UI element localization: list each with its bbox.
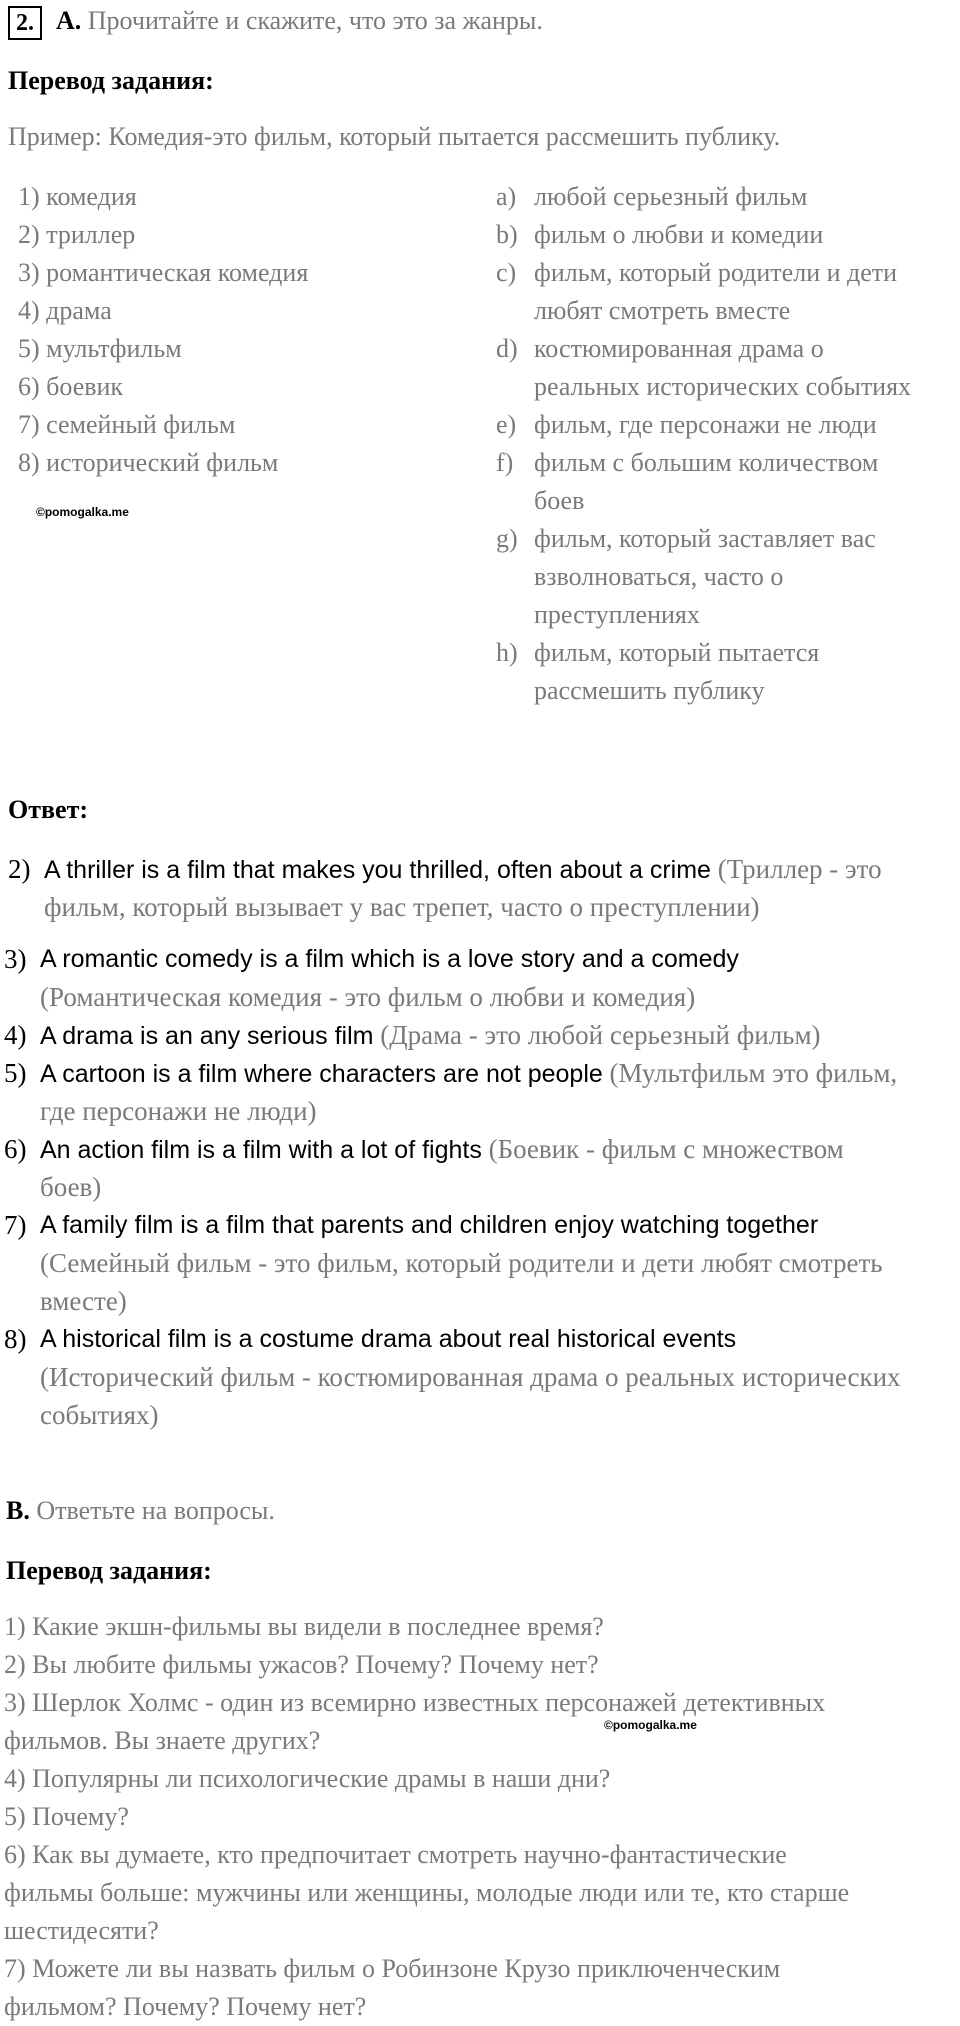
answer-number: 5) [4, 1058, 27, 1088]
answer-number: 6) [4, 1134, 27, 1164]
genre-item: 6) боевик [18, 372, 124, 401]
definition-text: взволноваться, часто о [534, 562, 784, 591]
definition-letter: c) [496, 258, 517, 287]
question-line: 6) Как вы думаете, кто предпочитает смотреть научно-фантастические [4, 1840, 787, 1869]
answer-heading: Ответ: [8, 795, 89, 824]
question-line: шестидесяти? [4, 1916, 159, 1945]
part-a-translation-heading: Перевод задания: [8, 66, 214, 95]
definition-text: преступлениях [534, 600, 700, 629]
genre-item: 4) драма [18, 296, 112, 325]
answer-english: A cartoon is a film where characters are not people [40, 1060, 603, 1088]
answer-number: 4) [4, 1020, 27, 1050]
genre-item: 1) комедия [18, 182, 137, 211]
part-a-header [56, 2, 543, 40]
genre-item: 8) исторический фильм [18, 448, 279, 477]
answer-russian: боев) [40, 1172, 102, 1202]
genre-item: 3) романтическая комедия [18, 258, 309, 287]
question-line: 3) Шерлок Холмс - один из всемирно известных персонажей детективных [4, 1688, 826, 1717]
genre-item: 7) семейный фильм [18, 410, 236, 439]
watermark: ©pomogalka.me [36, 505, 129, 519]
part-b-translation-heading: Перевод задания: [6, 1556, 212, 1585]
genre-item: 5) мультфильм [18, 334, 182, 363]
definition-letter: e) [496, 410, 517, 439]
task-number-box: 2. [8, 6, 42, 40]
answer-russian: (Романтическая комедия - это фильм о любви и комедия) [40, 982, 696, 1012]
definition-text: любят смотреть вместе [534, 296, 791, 325]
definition-text: реальных исторических событиях [534, 372, 912, 401]
answer-russian: вместе) [40, 1286, 127, 1316]
answer-russian: где персонажи не люди) [40, 1096, 317, 1126]
answer-english: A drama is an any serious film [40, 1022, 374, 1050]
question-line: 5) Почему? [4, 1802, 129, 1831]
definition-text: боев [534, 486, 585, 515]
definition-letter: g) [496, 524, 518, 553]
definition-text: фильм, который родители и дети [534, 258, 898, 287]
answer-russian: (Исторический фильм - костюмированная драма о реальных исторических [40, 1362, 901, 1392]
part-a-letter: A. [56, 6, 82, 35]
definition-text: рассмешить публику [534, 676, 765, 705]
answer-line [44, 850, 882, 889]
answer-line [40, 1016, 821, 1055]
answer-russian: (Семейный фильм - это фильм, который родители и дети любят смотреть [40, 1248, 883, 1278]
question-line: 7) Можете ли вы назвать фильм о Робинзоне Крузо приключенческим [4, 1954, 781, 1983]
definition-text: фильм, где персонажи не люди [534, 410, 877, 439]
definition-text: фильм, который пытается [534, 638, 820, 667]
answer-russian: (Боевик - фильм с множеством [481, 1134, 844, 1164]
watermark: ©pomogalka.me [604, 1718, 697, 1732]
answer-english: An action film is a film with a lot of fights [40, 1136, 482, 1164]
part-a-example: Пример: Комедия-это фильм, который пытается рассмешить публику. [8, 122, 781, 151]
definition-letter: b) [496, 220, 518, 249]
answer-number: 2) [8, 854, 31, 884]
question-line: 1) Какие экшн-фильмы вы видели в последнее время? [4, 1612, 604, 1641]
part-a-instruction: Прочитайте и скажите, что это за жанры. [87, 6, 543, 35]
answer-english: A family film is a film that parents and children enjoy watching together [40, 1211, 819, 1239]
definition-text: фильм, который заставляет вас [534, 524, 876, 553]
definition-text: костюмированная драма о [534, 334, 824, 363]
question-line: фильмом? Почему? Почему нет? [4, 1992, 367, 2021]
answer-number: 3) [4, 944, 27, 974]
definition-letter: d) [496, 334, 518, 363]
answer-number: 8) [4, 1324, 27, 1354]
definition-text: фильм с большим количеством [534, 448, 879, 477]
question-line: 4) Популярны ли психологические драмы в наши дни? [4, 1764, 611, 1793]
definition-text: любой серьезный фильм [534, 182, 808, 211]
part-b-letter: B. [6, 1496, 30, 1525]
answer-russian: (Триллер - это [710, 854, 882, 884]
answer-english: A romantic comedy is a film which is a love story and a comedy [40, 945, 739, 973]
part-b-header [6, 1492, 275, 1530]
definition-text: фильм о любви и комедии [534, 220, 824, 249]
definition-letter: h) [496, 638, 518, 667]
answer-number: 7) [4, 1210, 27, 1240]
answer-russian: (Мультфильм это фильм, [602, 1058, 898, 1088]
answer-english: A thriller is a film that makes you thrilled, often about a crime [44, 856, 711, 884]
definition-letter: f) [496, 448, 514, 477]
answer-russian: фильм, который вызывает у вас трепет, часто о преступлении) [44, 892, 760, 922]
genre-item: 2) триллер [18, 220, 136, 249]
answer-russian: (Драма - это любой серьезный фильм) [373, 1020, 821, 1050]
answer-line [40, 1130, 844, 1169]
question-line: фильмы больше: мужчины или женщины, молодые люди или те, кто старше [4, 1878, 850, 1907]
definition-letter: a) [496, 182, 517, 211]
question-line: фильмов. Вы знаете других? [4, 1726, 321, 1755]
part-b-instruction: Ответьте на вопросы. [36, 1496, 275, 1525]
question-line: 2) Вы любите фильмы ужасов? Почему? Почему нет? [4, 1650, 599, 1679]
answer-line [40, 1054, 897, 1093]
answer-english: A historical film is a costume drama about real historical events [40, 1325, 737, 1353]
answer-russian: событиях) [40, 1400, 159, 1430]
